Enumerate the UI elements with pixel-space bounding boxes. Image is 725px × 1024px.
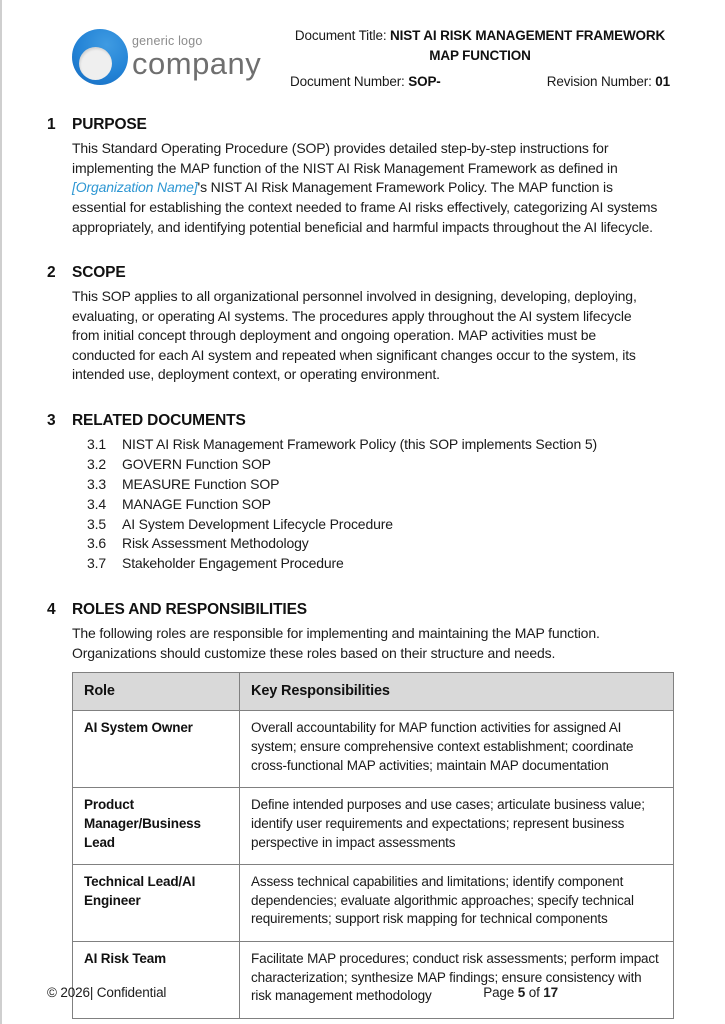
document-number-value: SOP- <box>408 74 441 90</box>
purpose-paragraph: This Standard Operating Procedure (SOP) provides detailed step-by-step instructions for implementing the MAP function of the NIST AI Risk Management Framework as defined in [Organization Name]'s NIST AI Risk Management Framework Policy. The MAP function is essential for establishing the context needed to frame AI risks effectively, categorizing AI systems appropriately, and identifying potential beneficial and harmful impacts throughout the AI lifecycle. <box>72 140 658 235</box>
list-item-number: 3.5 <box>87 515 107 532</box>
section-related-heading <box>47 412 670 430</box>
section-purpose-heading <box>47 116 670 134</box>
list-item-text: MEASURE Function SOP <box>122 475 280 492</box>
section-title: PURPOSE <box>72 116 147 134</box>
list-item <box>87 455 670 475</box>
section-number: 1 <box>47 116 56 134</box>
responsibilities-cell: Define intended purposes and use cases; articulate business value; identify user requirements and expectations; represent business perspective in impact assessments <box>240 788 674 865</box>
list-item-text: AI System Development Lifecycle Procedure <box>122 515 393 532</box>
role-name-cell: AI System Owner <box>73 711 240 788</box>
scope-paragraph: This SOP applies to all organizational personnel involved in designing, developing, deploying, evaluating, or operating AI systems. The procedures apply throughout the AI system lifecycle from initial concept through deployment and ongoing operation. MAP activities must be conducted for each AI system and repeated when significant changes occur to the system, its intended use, deployment context, or operating environment. <box>72 288 637 383</box>
document-title-line2: MAP FUNCTION <box>429 47 531 63</box>
list-item-text: NIST AI Risk Management Framework Policy (this SOP implements Section 5) <box>122 436 597 453</box>
logo-text <box>132 35 261 80</box>
list-item-text: MANAGE Function SOP <box>122 495 271 512</box>
revision-number-value: 01 <box>655 74 670 90</box>
table-row <box>73 711 674 788</box>
list-item-number: 3.1 <box>87 436 107 453</box>
footer-page-number: 5 <box>517 985 526 1000</box>
list-item <box>87 475 670 495</box>
role-name-cell: Technical Lead/AI Engineer <box>73 865 240 942</box>
section-title: ROLES AND RESPONSIBILITIES <box>72 601 307 619</box>
revision-number: Revision Number: 01 <box>546 74 670 90</box>
responsibilities-cell: Assess technical capabilities and limitations; identify component dependencies; evaluate algorithmic approaches; specify technical requirements; support risk mapping for technical components <box>240 865 674 942</box>
document-footer <box>47 985 725 1000</box>
roles-intro-paragraph: The following roles are responsible for implementing and maintaining the MAP function. Organizations should customize these roles based on their structure and needs. <box>72 625 600 661</box>
list-item-number: 3.7 <box>87 555 107 572</box>
list-item-number: 3.3 <box>87 475 107 492</box>
footer-page-indicator: Page 5 of 17 <box>483 985 558 1000</box>
list-item <box>87 554 670 574</box>
document-title-value: NIST AI RISK MANAGEMENT FRAMEWORK <box>390 28 666 43</box>
list-item-text: Risk Assessment Methodology <box>122 535 309 552</box>
document-header <box>72 25 670 89</box>
related-documents-list <box>87 435 670 574</box>
section-number: 4 <box>47 601 56 619</box>
role-name-cell: AI Risk Team <box>73 942 240 1019</box>
section-number: 2 <box>47 264 56 282</box>
table-row <box>73 865 674 942</box>
list-item <box>87 515 670 535</box>
section-purpose <box>47 116 670 237</box>
list-item <box>87 495 670 515</box>
roles-table <box>72 672 674 1019</box>
list-item-number: 3.4 <box>87 495 107 512</box>
header-title-block <box>290 25 670 89</box>
section-title: RELATED DOCUMENTS <box>72 412 246 430</box>
responsibilities-cell: Overall accountability for MAP function activities for assigned AI system; ensure comprehensive context establishment; coordinate cross-functional MAP activities; maintain MAP documentation <box>240 711 674 788</box>
column-header-responsibilities: Key Responsibilities <box>240 673 674 711</box>
list-item <box>87 534 670 554</box>
footer-copyright: © 2026| Confidential <box>47 985 167 1000</box>
list-item-number: 3.2 <box>87 455 107 472</box>
document-number: Document Number: SOP- <box>290 74 441 90</box>
footer-page-total: 17 <box>543 985 558 1000</box>
table-header-row <box>73 673 674 711</box>
table-row <box>73 788 674 865</box>
section-related-documents <box>47 412 670 574</box>
responsibilities-cell: Facilitate MAP procedures; conduct risk assessments; perform impact characterization; synthesize MAP findings; ensure consistency with risk management methodology <box>240 942 674 1019</box>
section-roles-responsibilities <box>47 601 670 1019</box>
table-row <box>73 942 674 1019</box>
list-item-text: GOVERN Function SOP <box>122 455 271 472</box>
section-number: 3 <box>47 412 56 430</box>
role-name-cell: Product Manager/Business Lead <box>73 788 240 865</box>
list-item-text: Stakeholder Engagement Procedure <box>122 555 344 572</box>
document-title-label: Document Title: <box>294 28 391 43</box>
logo-inner-circle <box>79 47 112 80</box>
logo-tagline: generic logo <box>132 33 203 48</box>
list-item <box>87 435 670 455</box>
section-title: SCOPE <box>72 264 126 282</box>
section-roles-heading <box>47 601 670 619</box>
section-scope-heading <box>47 264 670 282</box>
document-title-line1 <box>290 26 670 46</box>
header-number-row <box>290 74 670 89</box>
section-scope <box>47 264 670 385</box>
logo-circle-icon <box>72 29 128 85</box>
organization-name-placeholder: [Organization Name] <box>72 179 198 196</box>
column-header-role: Role <box>73 673 240 711</box>
company-logo <box>72 25 290 89</box>
list-item-number: 3.6 <box>87 535 107 552</box>
logo-company-name: company <box>132 46 262 82</box>
